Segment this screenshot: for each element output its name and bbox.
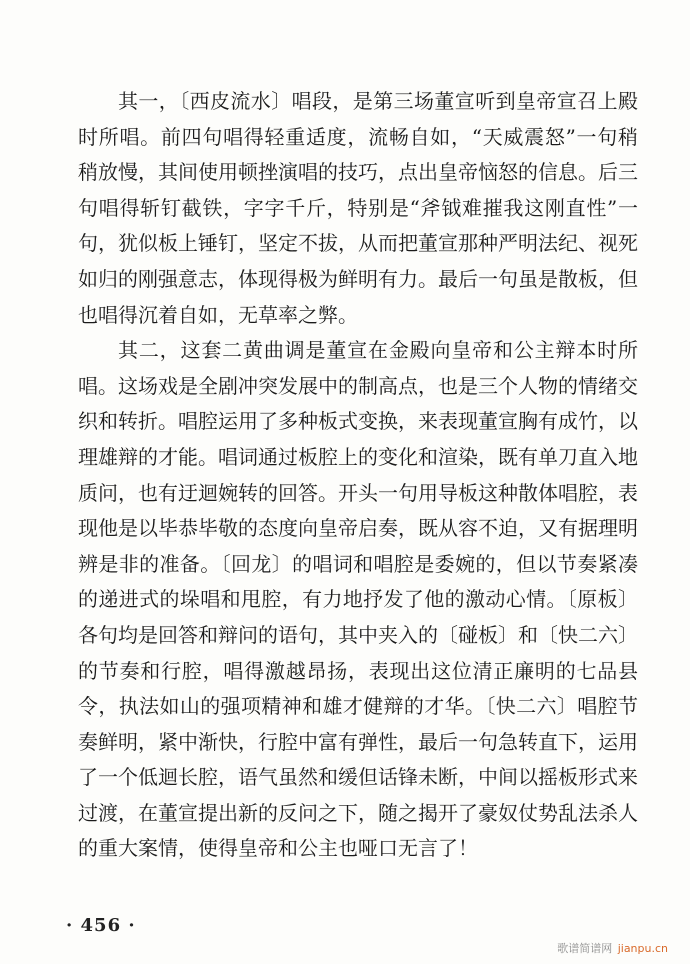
paragraph-2: 其二，这套二黄曲调是董宣在金殿向皇帝和公主辩本时所唱。这场戏是全剧冲突发展中的制高点，也是三个人物的情绪交织和转折。唱腔运用了多种板式变换，来表现董宣胸有成竹，以理雄辩的才能。唱词通过板腔上的变化和渲染，既有单刀直入地质问，也有迂迴婉转的回答。开头一句用导板这种散体唱腔，表现他是以毕恭毕敬的态度向皇帝启奏，既从容不迫，又有据理明辨是非的准备。〔回龙〕的唱词和唱腔是委婉的，但以节奏紧凑的递进式的垛唱和甩腔，有力地抒发了他的激动心情。〔原板〕各句均是回答和辩问的语句，其中夹入的〔碰板〕和〔快二六〕的节奏和行腔，唱得激越昂扬，表现出这位清正廉明的七品县令，执法如山的强项精神和雄才健辩的才华。〔快二六〕唱腔节奏鲜明，紧中渐快，行腔中富有弹性，最后一句急转直下，运用了一个低迴长腔，语气虽然和缓但话锋未断，中间以摇板形式来过渡，在董宣提出新的反问之下，随之揭开了豪奴仗势乱法杀人的重大案情，使得皇帝和公主也哑口无言了！ [78, 338, 638, 861]
body-text [78, 84, 638, 867]
watermark-site-name: 歌谱简谱网 [557, 942, 613, 955]
watermark-url: jianpu.cn [617, 942, 668, 955]
page-number: · 456 · [66, 915, 136, 936]
paragraph-1: 其一，〔西皮流水〕唱段，是第三场董宣听到皇帝宣召上殿时所唱。前四句唱得轻重适度，流畅自如，“天威震怒”一句稍稍放慢，其间使用顿挫演唱的技巧，点出皇帝恼怒的信息。后三句唱得斩钉截铁，字字千斤，特别是“斧钺难摧我这刚直性”一句，犹似板上锤钉，坚定不拔，从而把董宣那种严明法纪、视死如归的刚强意志，体现得极为鲜明有力。最后一句虽是散板，但也唱得沉着自如，无草率之弊。 [78, 89, 638, 327]
site-watermark [557, 940, 668, 956]
